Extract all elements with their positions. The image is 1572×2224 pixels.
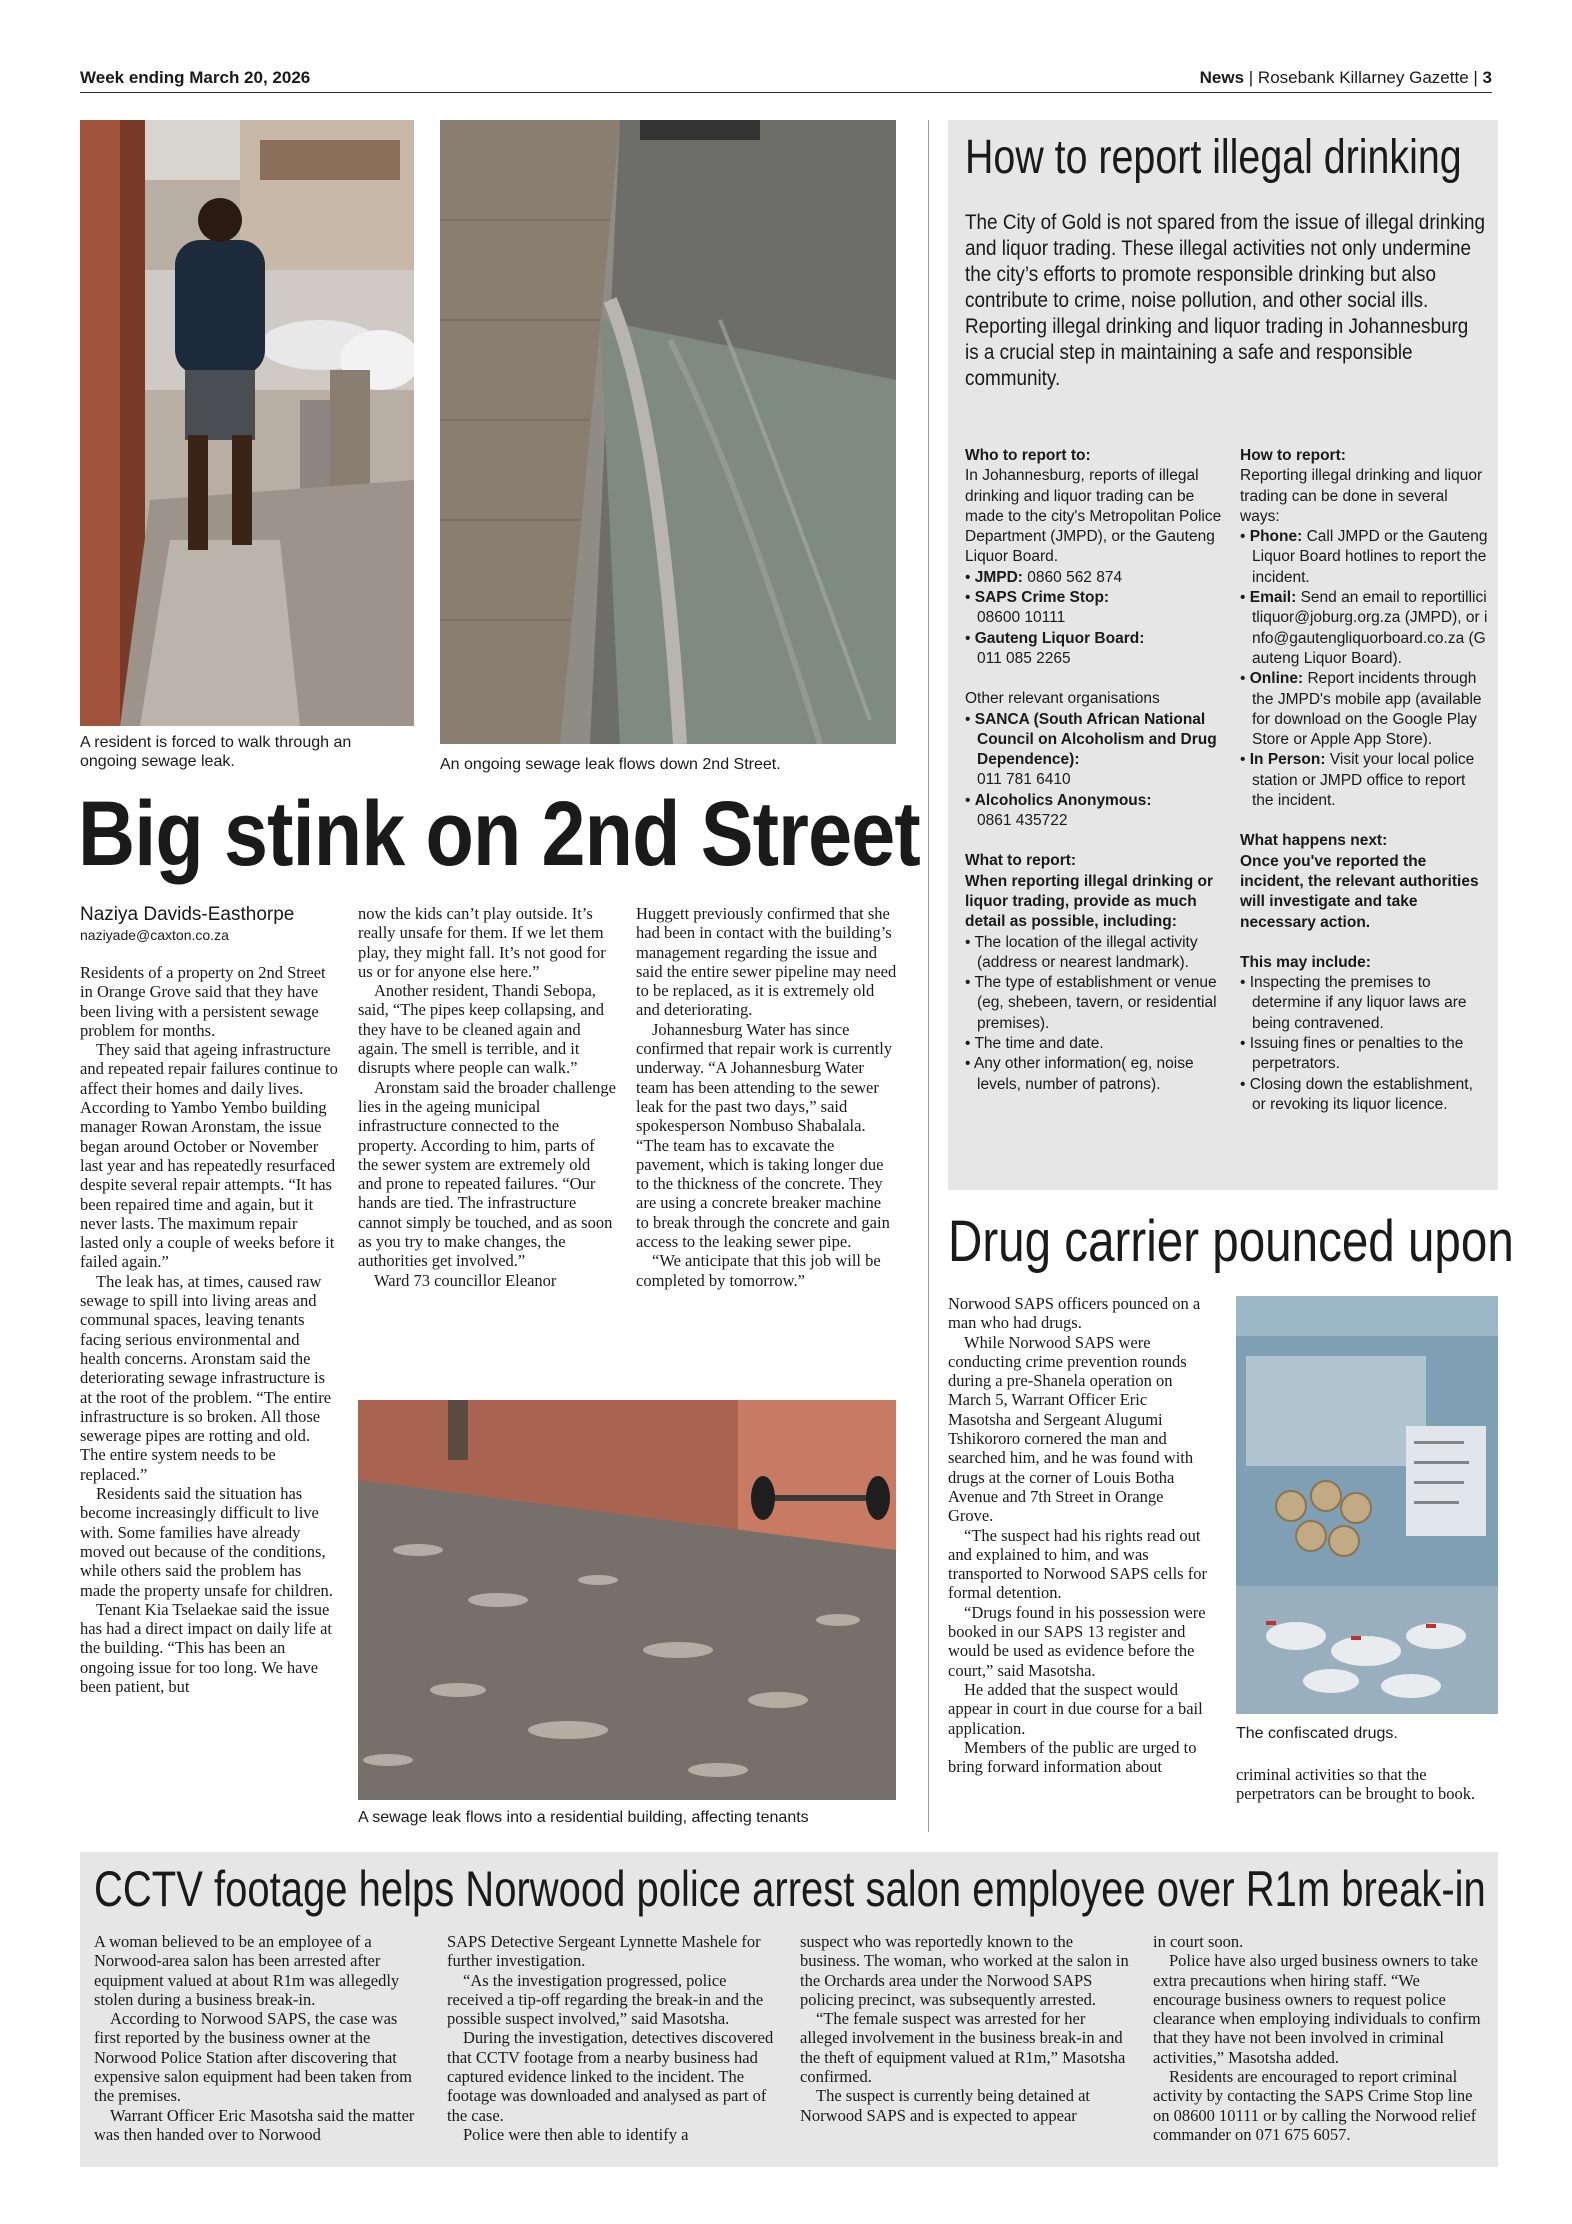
contact-jmpd: • JMPD: 0860 562 874 [965, 568, 1123, 586]
paragraph: Police were then able to identify a [463, 2124, 689, 2144]
list-item: • Any other information( eg, noise levels, number of patrons). [965, 1055, 1194, 1093]
paragraph: Residents of a property on 2nd Street in Orange Grove said that they have been living with a persistent sewage problem for months. [80, 963, 326, 1040]
cctv-column-1 [94, 1932, 424, 2144]
paragraph: The suspect is currently being detained at Norwood SAPS and is expected to appear [800, 2086, 1090, 2125]
paragraph: Residents are encouraged to report criminal activity by contacting the SAPS Crime Stop line on 08600 10111 or by calling the Norwood relief commander on 071 675 6057. [1153, 2067, 1477, 2144]
sidebar-intro-paragraph: The City of Gold is not spared from the issue of illegal drinking and liquor trading. These illegal activities not only undermine the city’s efforts to promote responsible drinking but also contribute to crime, noise pollution, and other social ills. [965, 211, 1486, 312]
contact-sanca: • SANCA (South African National Council on Alcoholism and Drug Dependence): [965, 710, 1217, 769]
paragraph: Aronstam said the broader challenge lies in the ageing municipal infrastructure connected to the property. According to him, parts of the sewer system are extremely old and prone to repeated failures. “Our hands are tied. The infrastructure cannot simply be touched, and as soon as you try to make changes, the authorities get involved.” [358, 1077, 616, 1271]
phone-number[interactable]: 0860 562 874 [1027, 568, 1123, 586]
list-item: • The time and date. [965, 1035, 1104, 1053]
paragraph: now the kids can’t play outside. It’s really unsafe for them. If we let them play, they might fall. It’s not good for us or for anyone else here.” [358, 904, 606, 981]
paragraph: According to Norwood SAPS, the case was first reported by the business owner at the Norwood Police Station after discovering that expensive salon equipment had been taken from the premises. [94, 2009, 412, 2106]
drug-headline: Drug carrier pounced upon [948, 1209, 1514, 1274]
sidebar-title: How to report illegal drinking [965, 131, 1462, 184]
paragraph: Norwood SAPS officers pounced on a man who had drugs. [948, 1294, 1201, 1333]
photo-caption-drugs: The confiscated drugs. [1236, 1725, 1398, 1742]
paragraph: Huggett previously confirmed that she had been in contact with the building’s management regarding the issue and said the entire sewer pipeline may need to be replaced, as it is extremely old and deteriorating. [636, 904, 897, 1020]
contact-saps: • SAPS Crime Stop: [965, 589, 1110, 607]
photo-resident-walking [80, 120, 414, 726]
what-heading: What to report: [965, 852, 1077, 870]
paragraph: During the investigation, detectives discovered that CCTV footage from a nearby business had captured evidence linked to the incident. The footage was downloaded and analysed as part of the case. [447, 2028, 774, 2125]
sidebar-column-left [965, 446, 1225, 1095]
publication-name: Rosebank Killarney Gazette [1257, 68, 1469, 87]
cctv-column-3 [800, 1932, 1130, 2125]
paragraph: They said that ageing infrastructure and repeated repair failures continue to affect their homes and daily lives. According to Yambo Yembo building manager Rowan Aronstam, the issue began around October or November last year and has repeatedly resurfaced despite several repair attempts. “It has been repaired time and again, but it never lasts. The maximum repair lasted only a couple of weeks before it failed again.” [80, 1040, 338, 1272]
list-item: • Email: Send an email to reportillicitliquor@joburg.org.za (JMPD), or info@gautengliquorboard.co.za (Gauteng Liquor Board). [1240, 589, 1488, 667]
what-subheading: When reporting illegal drinking or liquor trading, provide as much detail as possible, including: [965, 872, 1214, 931]
list-item: • Issuing fines or penalties to the perpetrators. [1240, 1035, 1464, 1073]
cctv-column-2 [447, 1932, 777, 2144]
paragraph: in court soon. [1153, 1932, 1244, 1951]
paragraph: Johannesburg Water has since confirmed that repair work is currently underway. “A Johannesburg Water team has been attending to the sewer leak for the past two days,” said spokesperson Nombuso Shabalala. “The team has to excavate the pavement, which is taking longer due to the thickness of the concrete. They are using a concrete breaker machine to break through the concrete and gain access to the leaking sewer pipe. [636, 1019, 893, 1252]
how-text: Reporting illegal drinking and liquor trading can be done in several ways: [1240, 467, 1483, 525]
phone-number[interactable]: 011 085 2265 [977, 649, 1071, 667]
paragraph: While Norwood SAPS were conducting crime prevention rounds during a pre-Shanela operation on March 5, Warrant Officer Eric Masotsha and Sergeant Alugumi Tshikororo cornered the man and searched him, and he was found with drugs at the corner of Louis Botha Avenue and 7th Street in Orange Grove. [948, 1332, 1194, 1526]
paragraph: Another resident, Thandi Sebopa, said, “The pipes keep collapsing, and they have to be cleaned again and again. The smell is terrible, and it disrupts where people can walk.” [358, 981, 605, 1078]
photo-caption-resident: A resident is forced to walk through an ongoing sewage leak. [80, 734, 352, 770]
drug-body [948, 1294, 1212, 1776]
main-body-column-3 [636, 904, 898, 1290]
sidebar-intro [965, 210, 1485, 392]
photo-sewage-street [440, 120, 896, 744]
drug-body-continued [1236, 1765, 1498, 1804]
phone-number[interactable]: 08600 10111 [977, 609, 1066, 627]
cctv-headline: CCTV footage helps Norwood police arrest salon employee over R1m break-in [94, 1861, 1486, 1917]
list-item: • Phone: Call JMPD or the Gauteng Liquor Board hotlines to report the incident. [1240, 528, 1488, 586]
paragraph: “Drugs found in his possession were booked in our SAPS 13 register and would be used as evidence before the court,” said Masotsha. [948, 1602, 1206, 1680]
paragraph: “As the investigation progressed, police received a tip-off regarding the break-in and the possible suspect involved,” said Masotsha. [447, 1970, 764, 2029]
paragraph: Residents said the situation has become increasingly difficult to live with. Some families have already moved out because of the conditions, while others said the problem has made the property unsafe for children. [80, 1484, 333, 1600]
main-body-column-2 [358, 904, 616, 1290]
paragraph: The leak has, at times, caused raw sewage to spill into living areas and communal spaces, leaving tenants facing serious environmental and health concerns. Aronstam said the deteriorating sewage infrastructure is at the root of the problem. “The entire infrastructure is so broken. All those sewerage pipes are rotting and old. The entire system needs to be replaced.” [80, 1271, 332, 1484]
may-heading: This may include: [1240, 953, 1371, 971]
phone-number[interactable]: 011 781 6410 [977, 771, 1071, 789]
list-item: • Inspecting the premises to determine if any liquor laws are being contravened. [1240, 974, 1467, 1032]
cctv-column-4 [1153, 1932, 1483, 2144]
page-header-right: News | Rosebank Killarney Gazette | 3 [1199, 68, 1492, 87]
list-item: • In Person: Visit your local police station or JMPD office to report the incident. [1240, 751, 1475, 810]
contact-aa: • Alcoholics Anonymous: [965, 791, 1152, 809]
phone-number[interactable]: 0861 435722 [977, 812, 1068, 830]
column-divider [928, 120, 929, 1832]
byline: Naziya Davids-Easthorpe [80, 904, 295, 925]
list-item: • Closing down the establishment, or revoking its liquor licence. [1240, 1075, 1473, 1113]
paragraph: Ward 73 councillor Eleanor [374, 1270, 557, 1290]
page-number: 3 [1482, 68, 1492, 87]
paragraph: suspect who was reportedly known to the business. The woman, who worked at the salon in the Orchards area under the Norwood SAPS policing precinct, was subsequently arrested. [800, 1932, 1129, 2009]
paragraph: A woman believed to be an employee of a Norwood-area salon has been arrested after equipment valued at about R1m was allegedly stolen during a business break-in. [94, 1932, 400, 2009]
list-item: • Online: Report incidents through the JMPD's mobile app (available for download on the Google Play Store or Apple App Store). [1240, 670, 1482, 749]
photo-confiscated-drugs [1236, 1296, 1498, 1714]
next-subheading: Once you've reported the incident, the relevant authorities will investigate and take necessary action. [1240, 852, 1479, 931]
paragraph: criminal activities so that the perpetrators can be brought to book. [1236, 1765, 1476, 1804]
main-headline: Big stink on 2nd Street [78, 783, 920, 885]
sidebar-intro-paragraph: Reporting illegal drinking and liquor trading in Johannesburg is a crucial step in maintaining a safe and responsible community. [965, 315, 1469, 390]
paragraph: “We anticipate that this job will be completed by tomorrow.” [636, 1251, 881, 1290]
issue-date: Week ending March 20, 2026 [80, 68, 311, 87]
paragraph: Members of the public are urged to bring forward information about [948, 1737, 1197, 1777]
photo-caption-building: A sewage leak flows into a residential building, affecting tenants [358, 1809, 809, 1826]
list-item: • The type of establishment or venue (eg, shebeen, tavern, or residential premises). [965, 974, 1217, 1032]
photo-caption-street: An ongoing sewage leak flows down 2nd Street. [440, 756, 781, 773]
paragraph: “The female suspect was arrested for her alleged involvement in the business break-in and the theft of equipment valued at R1m,” Masotsha confirmed. [800, 2009, 1126, 2087]
paragraph: “The suspect had his rights read out and explained to him, and was transported to Norwood SAPS cells for formal detention. [948, 1525, 1207, 1603]
other-orgs-heading: Other relevant organisations [965, 690, 1160, 708]
section-name: News [1199, 68, 1245, 87]
how-heading: How to report: [1240, 447, 1346, 464]
list-item: • The location of the illegal activity (address or nearest landmark). [965, 933, 1198, 971]
paragraph: Tenant Kia Tselaekae said the issue has had a direct impact on daily life at the building. “This has been an ongoing issue for too long. We have been patient, but [80, 1599, 332, 1696]
sidebar-column-right [1240, 446, 1490, 1115]
paragraph: He added that the suspect would appear in court in due course for a bail application. [948, 1679, 1203, 1738]
who-text: In Johannesburg, reports of illegal drinking and liquor trading can be made to the city's Metropolitan Police Department (JMPD), or the Gauteng Liquor Board. [965, 467, 1222, 566]
photo-sewage-building [358, 1400, 896, 1800]
contact-glb: • Gauteng Liquor Board: [965, 629, 1145, 647]
byline-email[interactable]: naziyade@caxton.co.za [80, 927, 229, 943]
paragraph: Police have also urged business owners to take extra precautions when hiring staff. “We encourage business owners to request police clearance when employing individuals to confirm that they have not been involved in criminal activities,” Masotsha added. [1153, 1951, 1481, 2067]
main-body-column-1 [80, 963, 338, 1696]
paragraph: Warrant Officer Eric Masotsha said the matter was then handed over to Norwood [94, 2105, 415, 2144]
header-rule [80, 92, 1492, 93]
next-heading: What happens next: [1240, 832, 1388, 850]
who-heading: Who to report to: [965, 447, 1091, 464]
paragraph: SAPS Detective Sergeant Lynnette Mashele for further investigation. [447, 1932, 761, 1971]
